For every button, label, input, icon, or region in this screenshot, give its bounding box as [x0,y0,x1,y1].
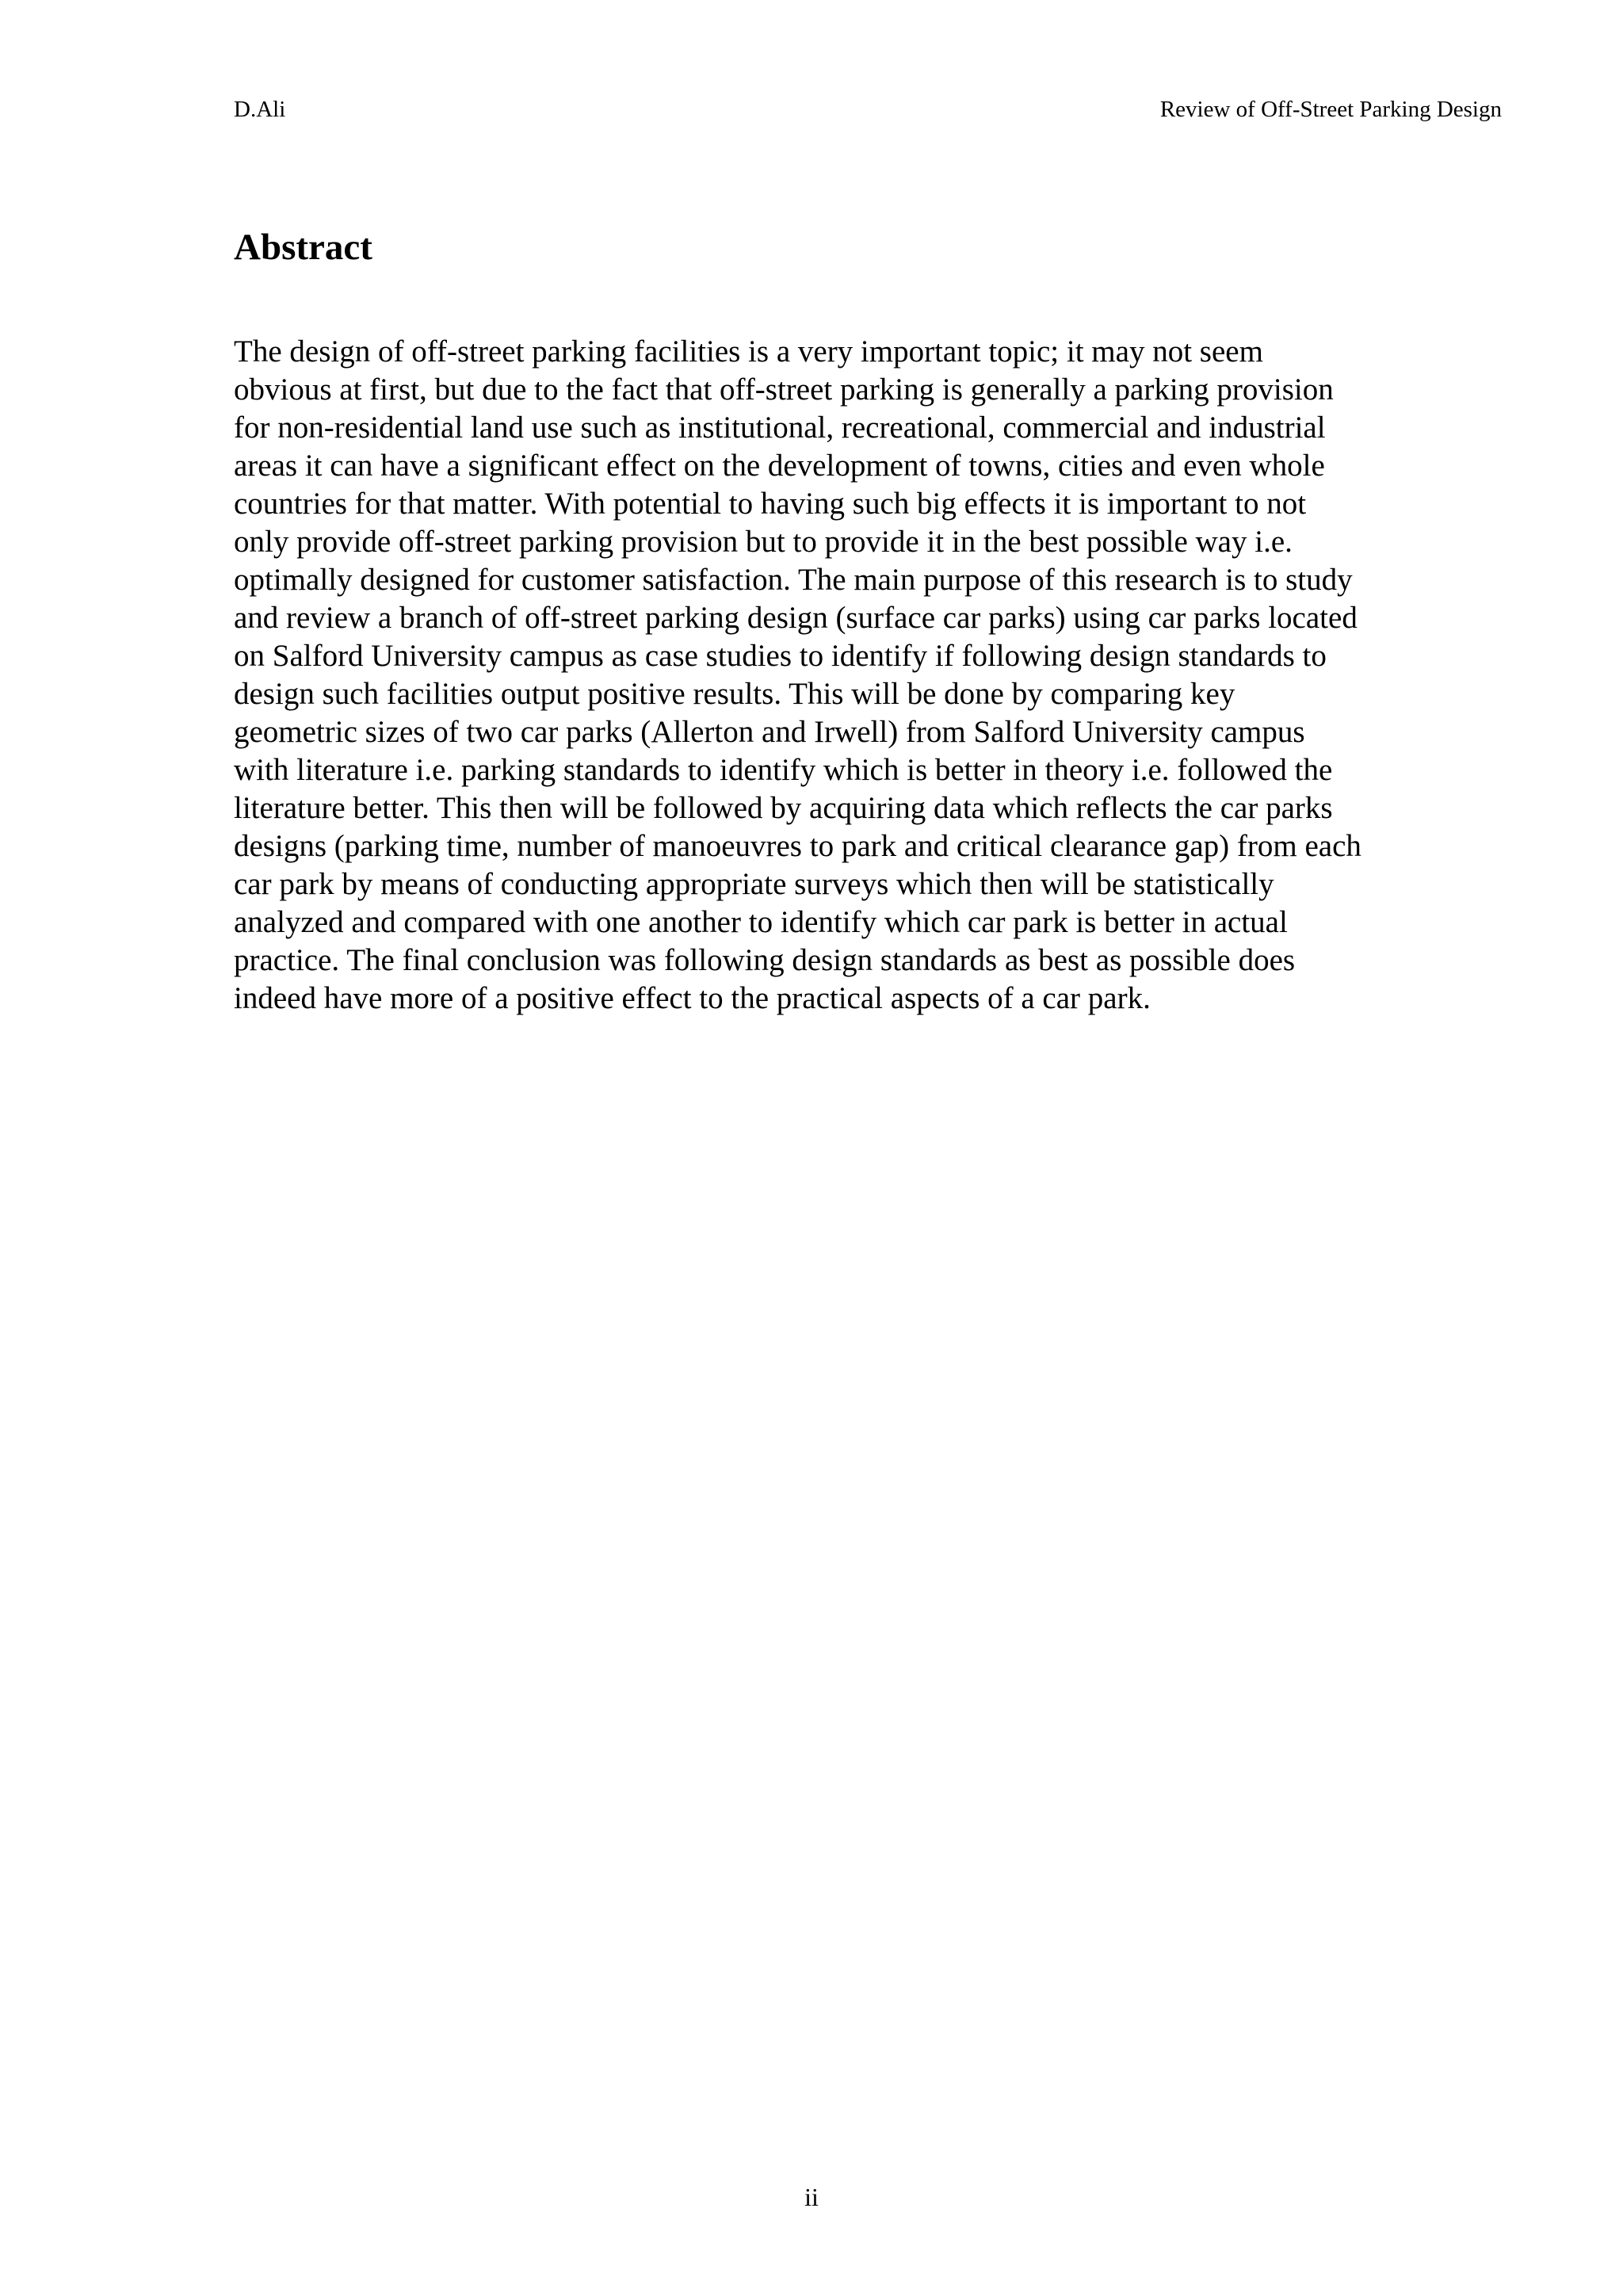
abstract-line: areas it can have a significant effect on the development of towns, cities and even whole [234,449,1325,483]
abstract-line: literature better. This then will be followed by acquiring data which reflects the car parks [234,791,1333,825]
abstract-line: only provide off-street parking provision but to provide it in the best possible way i.e. [234,525,1293,559]
abstract-line: analyzed and compared with one another to identify which car park is better in actual [234,905,1288,939]
page-number: ii [804,2183,819,2211]
header-author: D.Ali [234,97,286,122]
abstract-line: on Salford University campus as case studies to identify if following design standards to [234,639,1327,673]
running-header [234,94,1502,125]
abstract-line: obvious at first, but due to the fact that off-street parking is generally a parking provision [234,372,1334,407]
abstract-line: design such facilities output positive results. This will be done by comparing key [234,677,1235,711]
abstract-line: for non-residential land use such as institutional, recreational, commercial and industrial [234,411,1326,445]
abstract-line: countries for that matter. With potential to having such big effects it is important to not [234,487,1307,521]
abstract-line: geometric sizes of two car parks (Allerton and Irwell) from Salford University campus [234,715,1305,749]
abstract-line: car park by means of conducting appropriate surveys which then will be statistically [234,867,1274,901]
abstract-line: and review a branch of off-street parking design (surface car parks) using car parks located [234,601,1358,635]
header-document-title: Review of Off-Street Parking Design [1159,97,1502,122]
abstract-line: indeed have more of a positive effect to the practical aspects of a car park. [234,981,1151,1015]
abstract-line: designs (parking time, number of manoeuvres to park and critical clearance gap) from each [234,829,1361,863]
abstract-heading: Abstract [234,227,372,268]
abstract-paragraph [234,333,1470,1018]
abstract-line: practice. The final conclusion was following design standards as best as possible does [234,943,1296,977]
abstract-line: optimally designed for customer satisfaction. The main purpose of this research is to study [234,563,1353,597]
abstract-line: with literature i.e. parking standards to identify which is better in theory i.e. followed the [234,753,1333,787]
abstract-line: The design of off-street parking facilities is a very important topic; it may not seem [234,334,1263,369]
